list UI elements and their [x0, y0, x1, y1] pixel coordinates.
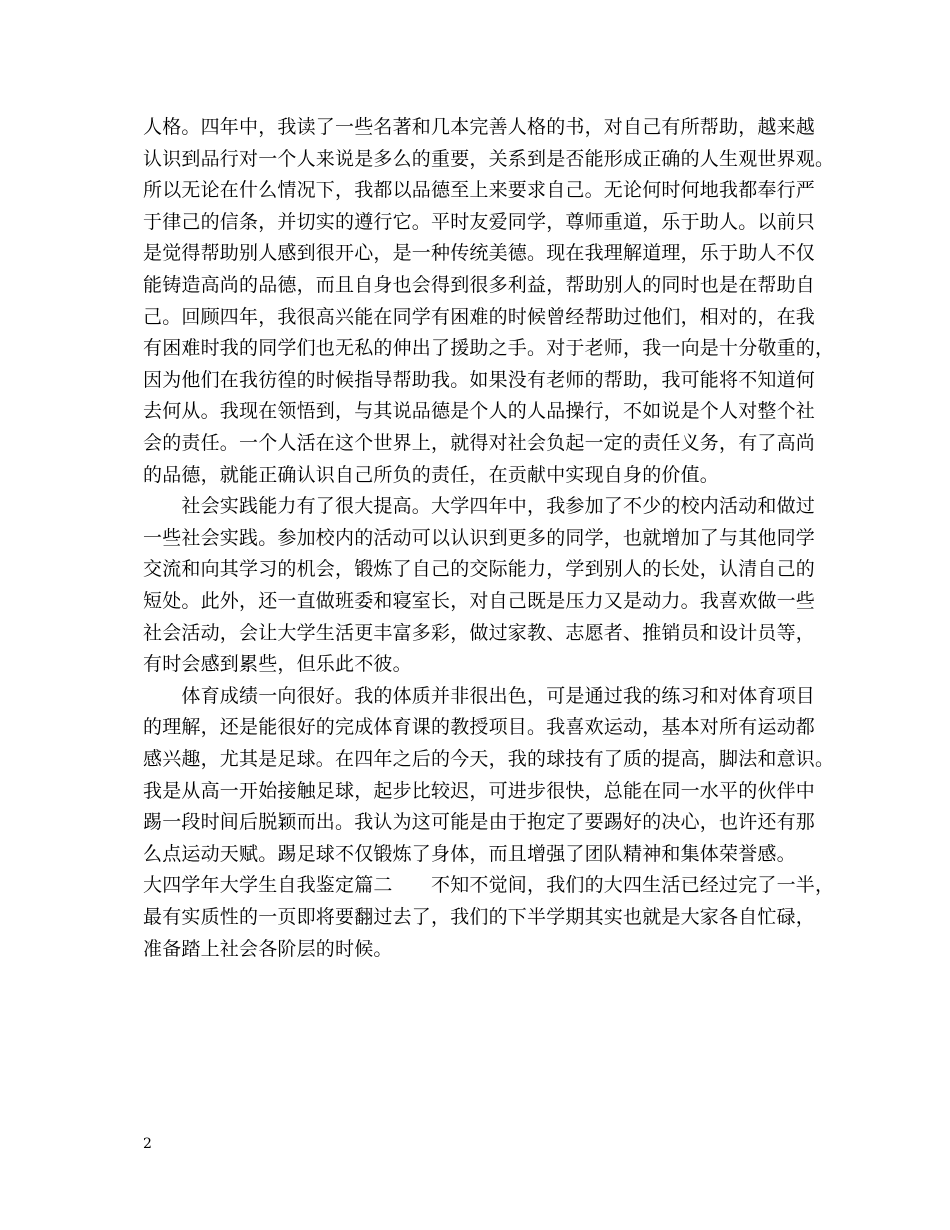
- text-line: 准备踏上社会各阶层的时候。: [143, 937, 393, 960]
- text-line: 一些社会实践。参加校内的活动可以认识到更多的同学，也就增加了与其他同学: [143, 526, 816, 549]
- text-line: 的品德，就能正确认识自己所负的责任，在贡献中实现自身的价值。: [143, 463, 720, 486]
- text-line: 会的责任。一个人活在这个世界上，就得对社会负起一定的责任义务，有了高尚: [143, 432, 816, 454]
- text-line: 社会活动，会让大学生活更丰富多彩，做过家教、志愿者、推销员和设计员等，: [143, 621, 816, 644]
- text-line: 己。回顾四年，我很高兴能在同学有困难的时候曾经帮助过他们，相对的，在我: [143, 305, 816, 328]
- text-line: 因为他们在我彷徨的时候指导帮助我。如果没有老师的帮助，我可能将不知道何: [143, 368, 816, 391]
- page-number: 2: [143, 1136, 152, 1152]
- text-line: 最有实质性的一页即将要翻过去了，我们的下半学期其实也就是大家各自忙碌，: [143, 906, 816, 928]
- text-line: 人格。四年中，我读了一些名著和几本完善人格的书，对自己有所帮助，越来越: [143, 116, 816, 138]
- text-line: 的理解，还是能很好的完成体育课的教授项目。我喜欢运动，基本对所有运动都: [143, 716, 816, 739]
- text-line: 社会实践能力有了很大提高。大学四年中，我参加了不少的校内活动和做过: [143, 495, 816, 518]
- text-line: 有困难时我的同学们也无私的伸出了援助之手。对于老师，我一向是十分敬重的，: [143, 337, 835, 360]
- text-line: 于律己的信条，并切实的遵行它。平时友爱同学，尊师重道，乐于助人。以前只: [143, 210, 816, 233]
- text-line: 感兴趣，尤其是足球。在四年之后的今天，我的球技有了质的提高，脚法和意识。: [143, 748, 835, 770]
- text-line: 么点运动天赋。踢足球不仅锻炼了身体，而且增强了团队精神和集体荣誉感。: [143, 842, 796, 865]
- text-line: 有时会感到累些，但乐此不彼。: [143, 653, 412, 676]
- text-line: 所以无论在什么情况下，我都以品德至上来要求自己。无论何时何地我都奉行严: [143, 179, 816, 202]
- text-line: 我是从高一开始接触足球，起步比较迟，可进步很快，总能在同一水平的伙伴中: [143, 779, 816, 802]
- text-line: 大四学年大学生自我鉴定篇二 不知不觉间，我们的大四生活已经过完了一半，: [143, 874, 835, 897]
- text-line: 短处。此外，还一直做班委和寝室长，对自己既是压力又是动力。我喜欢做一些: [143, 590, 816, 612]
- text-line: 体育成绩一向很好。我的体质并非很出色，可是通过我的练习和对体育项目: [143, 684, 816, 707]
- text-line: 踢一段时间后脱颖而出。我认为这可能是由于抱定了要踢好的决心，也许还有那: [143, 811, 816, 834]
- text-line: 去何从。我现在领悟到，与其说品德是个人的人品操行，不如说是个人对整个社: [143, 400, 816, 423]
- text-line: 认识到品行对一个人来说是多么的重要，关系到是否能形成正确的人生观世界观。: [143, 147, 835, 170]
- text-line: 交流和向其学习的机会，锻炼了自己的交际能力，学到别人的长处，认清自己的: [143, 558, 816, 581]
- text-line: 是觉得帮助别人感到很开心，是一种传统美德。现在我理解道理，乐于助人不仅: [143, 242, 816, 265]
- text-line: 能铸造高尚的品德，而且自身也会得到很多利益，帮助别人的同时也是在帮助自: [143, 274, 816, 296]
